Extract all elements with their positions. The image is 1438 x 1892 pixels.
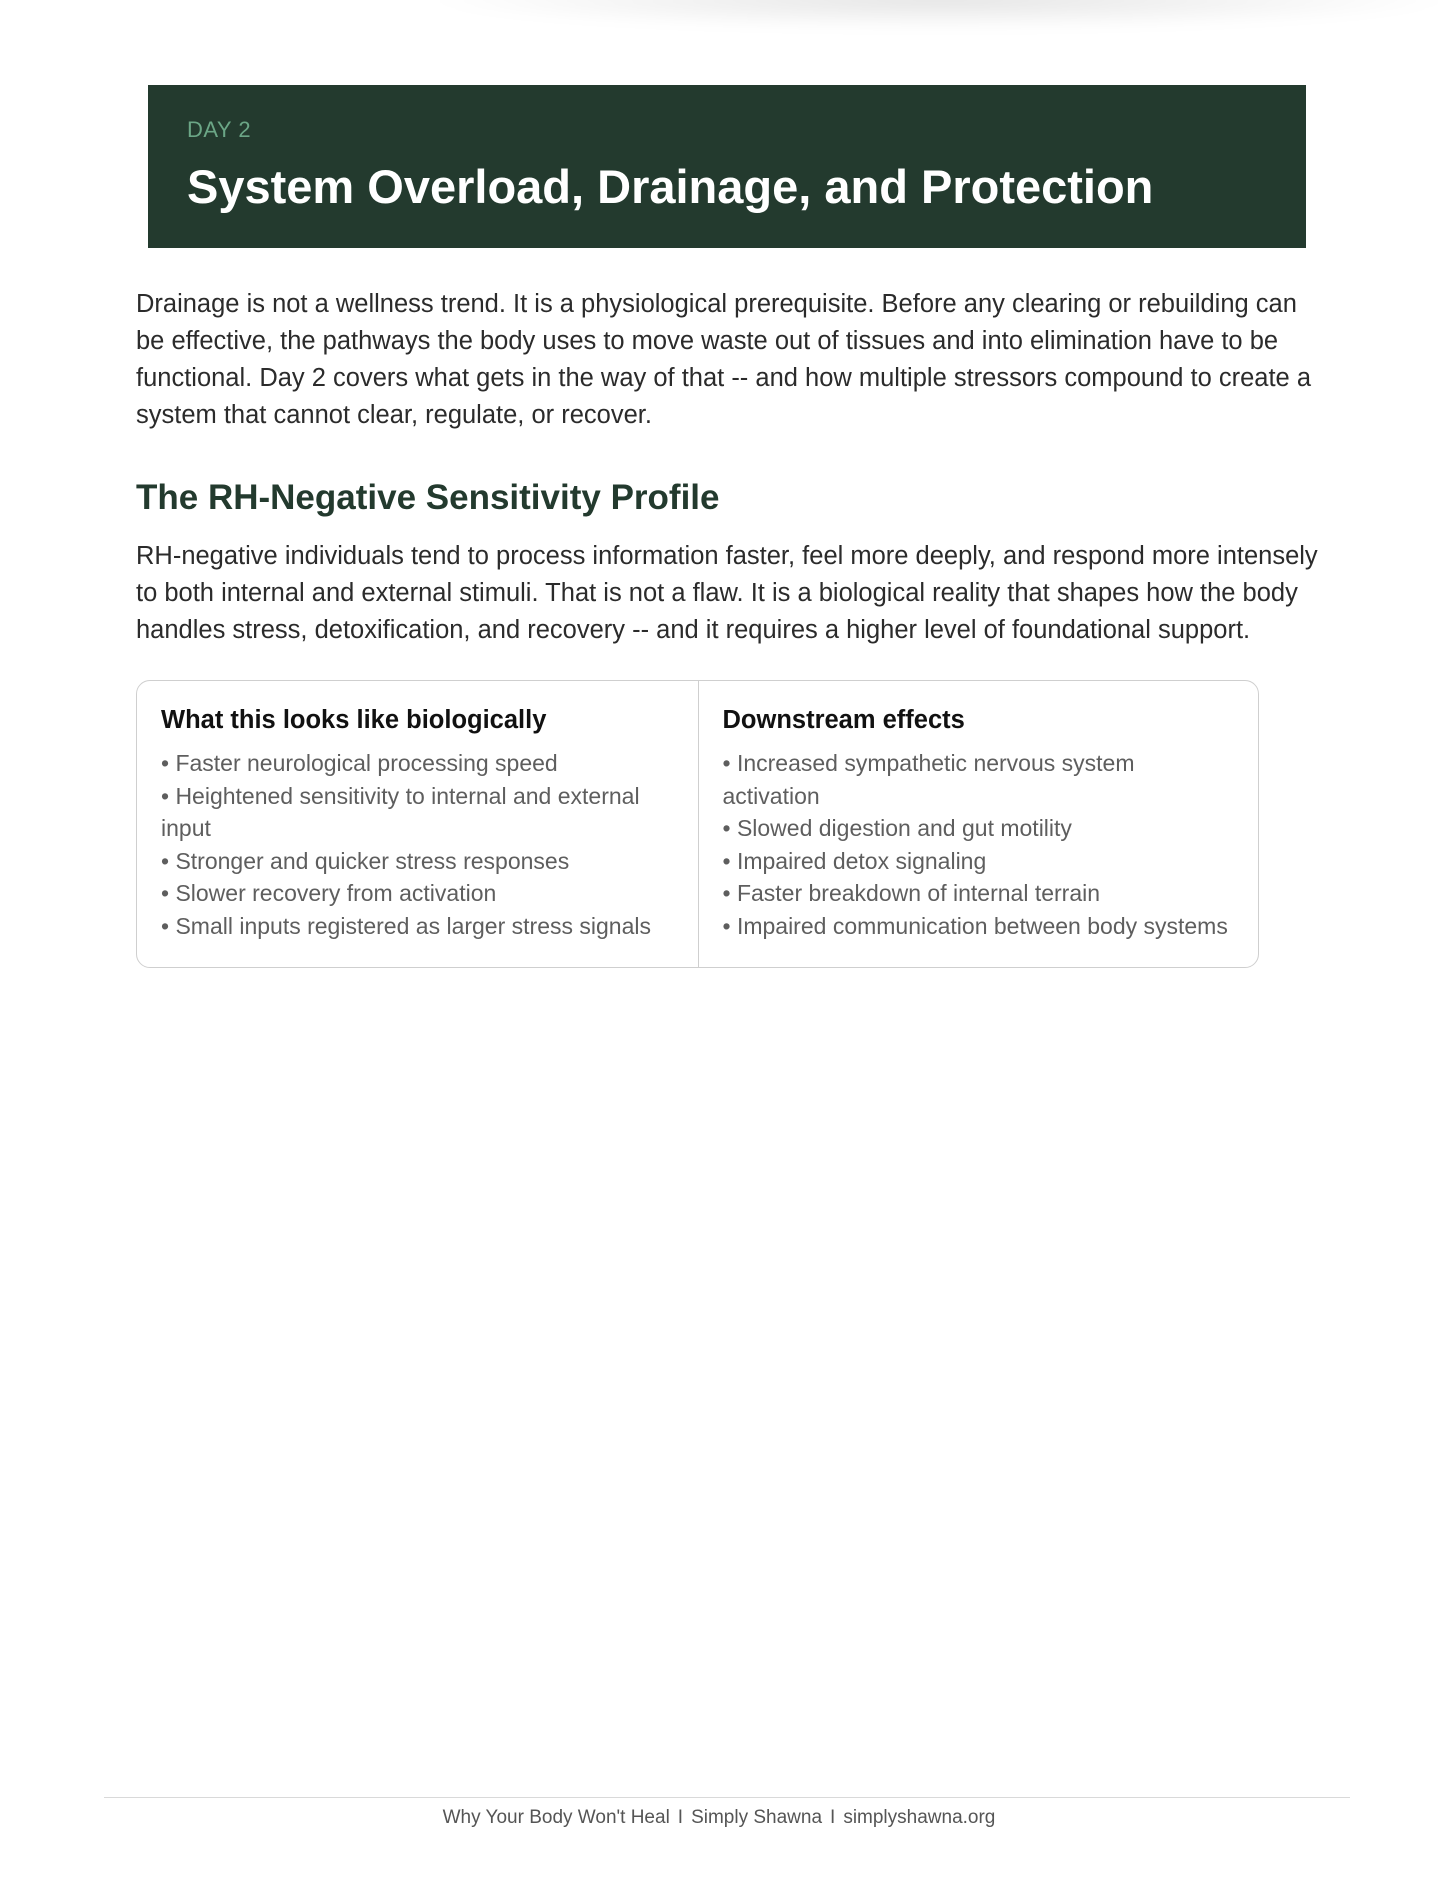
page-title: System Overload, Drainage, and Protection — [187, 160, 1154, 213]
left-column-list — [161, 747, 674, 942]
right-column-title: Downstream effects — [722, 706, 965, 734]
page-footer — [0, 1806, 1438, 1830]
page-shadow — [420, 0, 1438, 30]
list-item: • Impaired detox signaling — [722, 847, 987, 874]
list-item: • Small inputs registered as larger stress signals — [161, 912, 651, 939]
day-header-banner — [148, 85, 1306, 248]
footer-website-link[interactable]: simplyshawna.org — [843, 1807, 996, 1828]
comparison-box — [136, 680, 1259, 968]
footer-divider — [104, 1797, 1350, 1798]
footer-book-title: Why Your Body Won't Heal — [442, 1807, 670, 1828]
list-item: • Slower recovery from activation — [161, 880, 497, 906]
list-item: • Increased sympathetic nervous system activation — [722, 750, 1135, 809]
day-label: DAY 2 — [187, 117, 252, 142]
list-item: • Faster neurological processing speed — [161, 750, 558, 776]
comparison-left-column — [137, 681, 698, 967]
intro-paragraph: Drainage is not a wellness trend. It is a physiological prerequisite. Before any clearing or rebuilding can be effective, the pathways the body uses to move waste out of tissues and into elimination have to be functional. Day 2 covers what gets in the way of that -- and how multiple stressors compound to create a system that cannot clear, regulate, or recover. — [136, 290, 1312, 429]
list-item: • Heightened sensitivity to internal and external input — [161, 782, 640, 841]
list-item: • Faster breakdown of internal terrain — [722, 880, 1101, 906]
list-item: • Slowed digestion and gut motility — [722, 815, 1072, 841]
right-column-list — [723, 747, 1235, 942]
left-column-title: What this looks like biologically — [161, 706, 547, 734]
footer-separator: I — [677, 1807, 684, 1828]
section-paragraph: RH-negative individuals tend to process information faster, feel more deeply, and respond more intensely to both internal and external stimuli. That is not a flaw. It is a biological reality that shapes how the body handles stress, detoxification, and recovery -- and it requires a higher level of foundational support. — [136, 542, 1318, 644]
list-item: • Impaired communication between body systems — [722, 912, 1228, 939]
footer-separator: I — [830, 1807, 836, 1828]
list-item: • Stronger and quicker stress responses — [161, 847, 570, 874]
section-heading: The RH-Negative Sensitivity Profile — [136, 478, 720, 517]
footer-author: Simply Shawna — [691, 1807, 823, 1828]
comparison-right-column — [698, 681, 1259, 967]
